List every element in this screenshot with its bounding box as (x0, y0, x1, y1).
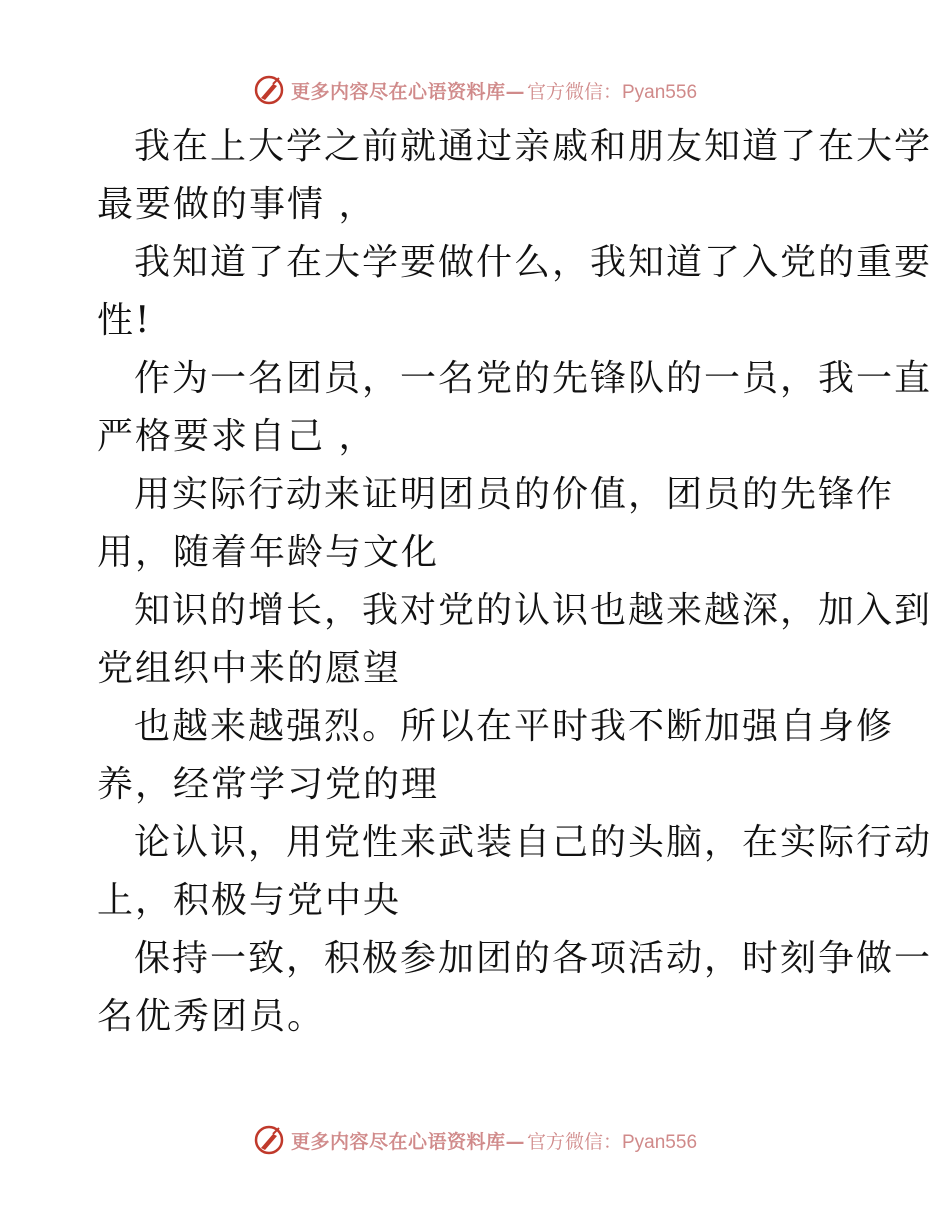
paragraph-line: 作为一名团员，一名党的先锋队的一员，我一直 (134, 358, 933, 399)
paragraph-line: 上，积极与党中央 (97, 880, 402, 921)
paragraph-line: 党组织中来的愿望 (97, 648, 402, 689)
paragraph-line: 名优秀团员。 (97, 996, 326, 1037)
page-header-banner (0, 70, 950, 110)
footer-wechat-text: 官方微信：Pyan556 (527, 1131, 698, 1153)
paragraph-line: 严格要求自己 ， (97, 416, 377, 457)
header-wechat-text: 官方微信：Pyan556 (527, 81, 698, 103)
quill-pen-logo-icon (253, 1124, 285, 1156)
footer-site-text: 更多内容尽在心语资料库— (290, 1130, 525, 1153)
page-footer-banner (0, 1120, 950, 1160)
paragraph-line: 论认识，用党性来武装自己的头脑，在实际行动 (134, 822, 933, 863)
paragraph-line: 也越来越强烈。所以在平时我不断加强自身修 (134, 706, 895, 747)
paragraph-line: 养，经常学习党的理 (97, 764, 440, 805)
document-body (97, 118, 933, 1046)
paragraph-line: 最要做的事情 ， (97, 184, 377, 225)
paragraph-line: 我知道了在大学要做什么，我知道了入党的重要 (134, 242, 933, 283)
paragraph-line: 保持一致，积极参加团的各项活动，时刻争做一 (134, 938, 933, 979)
quill-pen-logo-icon (253, 74, 285, 106)
paragraph-line: 用，随着年龄与文化 (97, 532, 440, 573)
paragraph-line: 性! (97, 300, 152, 341)
header-site-text: 更多内容尽在心语资料库— (290, 80, 525, 103)
paragraph-line: 我在上大学之前就通过亲戚和朋友知道了在大学 (134, 126, 933, 167)
paragraph-line: 知识的增长，我对党的认识也越来越深，加入到 (134, 590, 933, 631)
paragraph-line: 用实际行动来证明团员的价值，团员的先锋作 (134, 474, 895, 515)
